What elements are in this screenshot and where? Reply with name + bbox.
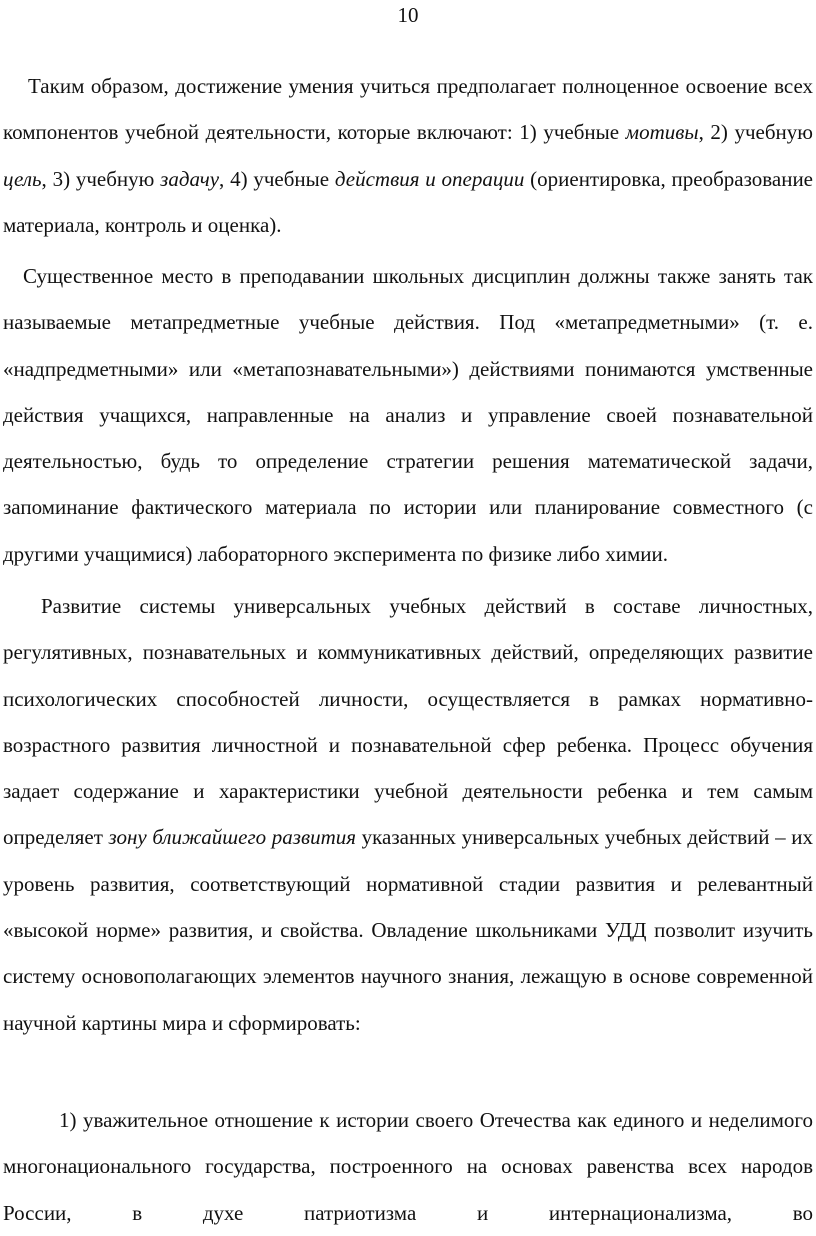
p1-italic-motives: мотивы (625, 120, 699, 145)
p1-text-1: Таким образом, достижение умения учиться предполагает полноценное освоение всех компонентов учебной деятельности, которые включают: 1) учебные (3, 74, 813, 145)
p1-italic-actions: действия и операции (334, 166, 525, 191)
p1-text-2: , 2) учебную (698, 120, 813, 145)
page-number: 10 (397, 3, 419, 27)
p3-italic-zone: зону ближайшего развития (108, 825, 356, 850)
paragraph-uud-development (3, 583, 813, 1046)
p1-italic-task: задачу (160, 166, 220, 191)
p1-text-3: , 3) учебную (41, 166, 161, 191)
paragraph-learning-components (3, 63, 813, 248)
p1-italic-goal: цель (3, 166, 42, 191)
p1-text-5: (ориентировка, преобразование материала, контроль и оценка). (3, 166, 814, 237)
p1-text-4: , 4) учебные (219, 166, 335, 191)
paragraph-metasubject-actions: Существенное место в преподавании школьных дисциплин должны также занять так называемые метапредметные учебные действия. Под «метапредметными» (т. е. «надпредметными» или «метапознавательными») действиями понимаются умственные действия учащихся, направленные на анализ и управление своей познавательной деятельностью, будь то определение стратегии решения математической задачи, запоминание фактического материала по истории или планирование совместного (с другими учащимися) лабораторного эксперимента по физике либо химии. (3, 264, 813, 566)
paragraph-list-item-1: 1) уважительное отношение к истории своего Отечества как единого и неделимого многонационального государства, построенного на основах равенства всех народов России, в духе патриотизма и интернационализма, во (3, 1108, 813, 1225)
p3-text-1: Развитие системы универсальных учебных действий в составе личностных, регулятивных, познавательных и коммуникативных действий, определяющих развитие психологических способностей личности, осуществляется в рамках нормативно-возрастного развития личностной и познавательной сфер ребенка. Процесс обучения задает содержание и характеристики учебной деятельности ребенка и тем самым определяет (3, 594, 813, 850)
p3-text-2: указанных универсальных учебных действий – их уровень развития, соответствующий нормативной стадии развития и релевантный «высокой норме» развития, и свойства. Овладение школьниками УДД позволит изучить систему основополагающих элементов научного знания, лежащую в основе современной научной картины мира и сформировать: (3, 825, 813, 1035)
